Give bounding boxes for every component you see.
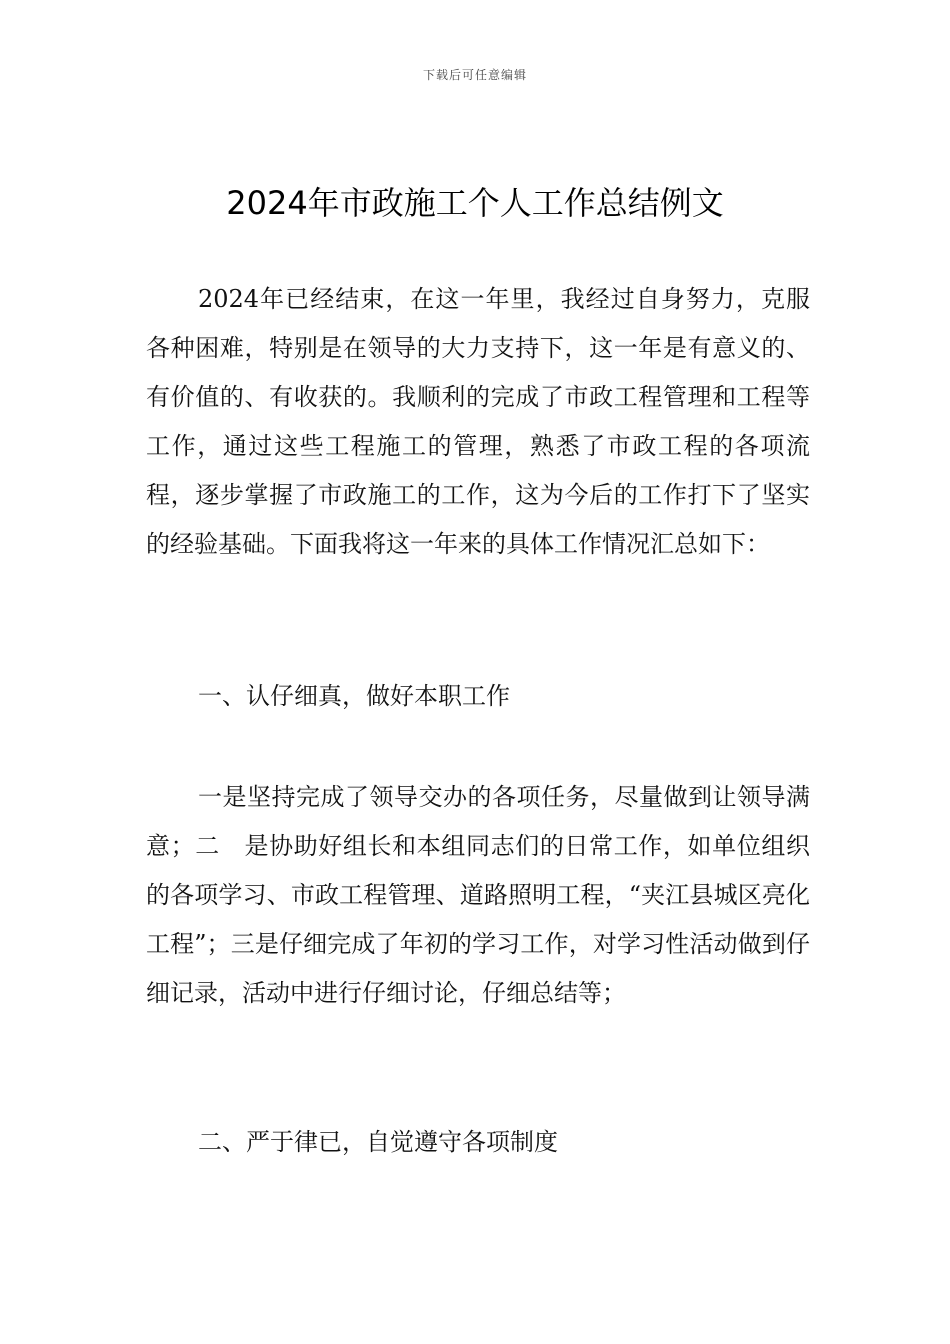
intro-paragraph: 2024年已经结束，在这一年里，我经过自身努力，克服各种困难，特别是在领导的大力支持下，这一年是有意义的、有价值的、有收获的。我顺利的完成了市政工程管理和工程等工作，通过这些工程施工的管理，熟悉了市政工程的各项流程，逐步掌握了市政施工的工作，这为今后的工作打下了坚实的经验基础。下面我将这一年来的具体工作情况汇总如下：	[146, 285, 810, 558]
header-note: 下载后可任意编辑	[422, 68, 527, 82]
section-heading-1: 一、认仔细真，做好本职工作	[198, 682, 510, 710]
section-heading-2: 二、严于律已，自觉遵守各项制度	[198, 1128, 558, 1156]
document-title: 2024年市政施工个人工作总结例文	[226, 184, 724, 222]
section-1-paragraph: 一是坚持完成了领导交办的各项任务，尽量做到让领导满意；二 是协助好组长和本组同志们的日常工作，如单位组织的各项学习、市政工程管理、道路照明工程，“夹江县城区亮化工程”；三是仔细完成了年初的学习工作，对学习性活动做到仔细记录，活动中进行仔细讨论，仔细总结等；	[146, 783, 810, 1007]
